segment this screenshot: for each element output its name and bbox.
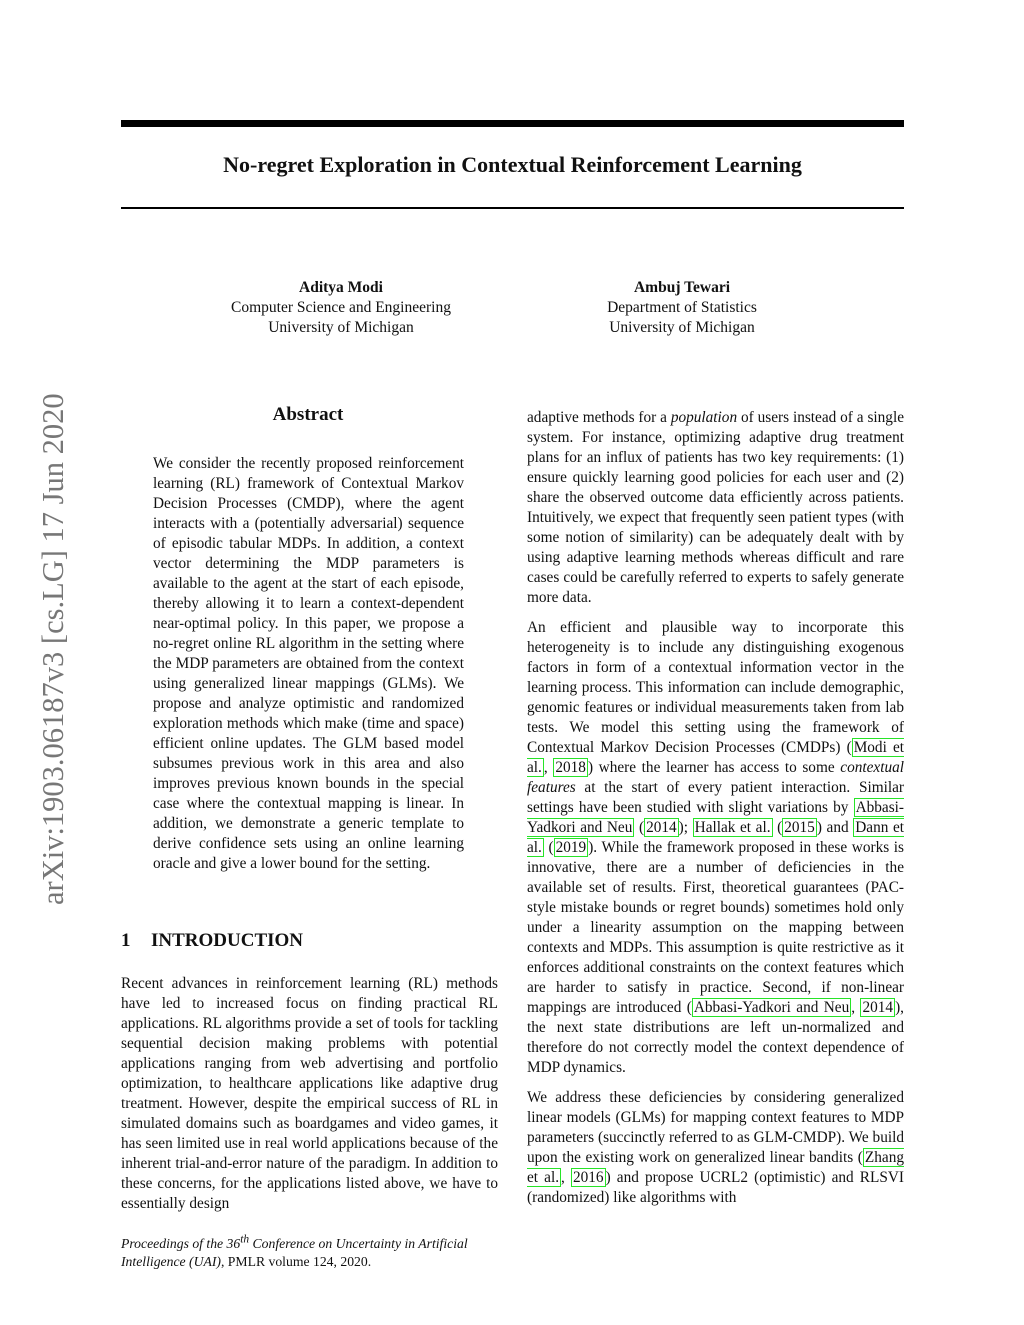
abstract-heading: Abstract <box>272 404 344 425</box>
citation-link-modi[interactable]: Modi et al. <box>527 739 905 776</box>
title-rule-bottom <box>121 207 904 209</box>
abstract-text: We consider the recently proposed reinforcement learning (RL) framework of Contextual Markov Decision Processes (CMDP), where the agent interacts with a (potentially adversarial) sequence of episodic tabular MDPs. In addition, a context vector determining the MDP parameters is available to the agent at the start of each episode, thereby allowing it to learn a context-dependent near-optimal policy. In this paper, we propose a no-regret online RL algorithm in the setting where the MDP parameters are obtained from the context using generalized linear mappings (GLMs). We propose and analyze optimistic and randomized exploration methods which make (time and space) efficient online updates. The GLM based model subsumes previous work in this area and also improves previous known bounds in the special case where the contextual mapping is linear. In addition, we demonstrate a generic template to derive confidence sets using an online learning oracle and give a lower bound for the setting. <box>153 455 464 872</box>
author-department: Computer Science and Engineering <box>231 299 451 316</box>
text-run: ; <box>683 819 693 836</box>
citation-year-link-hallak[interactable]: 2015 <box>784 819 815 836</box>
citation-year-link-abbasi[interactable]: 2014 <box>646 819 677 836</box>
text-run: ) and propose UCRL2 (optimistic) and RLSVI (randomized) like algorithms with <box>527 1169 904 1206</box>
section-title: INTRODUCTION <box>151 930 304 951</box>
citation-year-link-modi[interactable]: 2018 <box>555 759 586 776</box>
citation-link-dann[interactable]: Dann et al. <box>527 819 905 856</box>
text-run: at the start of every patient interaction. Similar settings have been studied with slight variations by <box>527 779 904 816</box>
citation-year-link-dann[interactable]: 2019 <box>555 839 587 856</box>
title-rule-top <box>121 120 904 127</box>
author-block-2 <box>532 278 832 338</box>
author-department: Department of Statistics <box>607 299 757 316</box>
text-run-emphasis: contextual features <box>527 759 904 796</box>
right-paragraph-2: An efficient and plausible way to incorporate this heterogeneity is to include any distinguishing exogenous factors in form of a contextual information vector in the learning process. This information can include demographic, genomic features or individual measurements taken from lab tests. We model this setting using the framework of Contextual Markov Decision Processes (CMDPs) ( Modi et al. , 2018 ) where the learner has access to some contextual features at the start of every patient interaction. Similar settings have been studied with slight variations by Abbasi-Yadkori and Neu ( 2014 ); Hallak et al. ( 2015 ) and Dann et al. ( 2019 ). While the framework proposed in these works is innovative, there are a number of deficiencies in the available set of results. First, theoretical guarantees (PAC-style mistake bounds or regret bounds) sometimes hold only under a linearity assumption on the mapping between contexts and MDPs. This assumption is quite restrictive as it enforces additional constraints on the context features which are harder to satisfy in practice. Second, if non-linear mappings are introduced ( Abbasi-Yadkori and Neu , 2014 ), the next state distributions are left un-normalized and therefore do not correctly model the context dependence of MDP dynamics. <box>527 619 905 1076</box>
citation-year-link-abbasi-2[interactable]: 2014 <box>862 999 894 1016</box>
text-run: . While the framework proposed in these works is innovative, there are a number of deficiencies in the available set of results. First, theoretical guarantees (PAC-style mistake bounds or regret bounds) sometimes hold only under a linearity assumption on the mapping between contexts and MDPs. This assumption is quite restrictive as it enforces additional constraints on the context features which are harder to satisfy in practice. Second, if non-linear mappings are introduced ( <box>527 839 904 1016</box>
text-run: ) where the learner has access to some <box>587 759 841 776</box>
footnote-venue-a: Proceedings of the 36 <box>121 1235 241 1251</box>
author-block-1 <box>191 278 491 338</box>
section-number: 1 <box>121 930 131 951</box>
introduction-paragraph-left: Recent advances in reinforcement learning (RL) methods have led to increased focus on finding practical RL applications. RL algorithms provide a set of tools for tackling sequential decision making problems with potential applications ranging from web advertising and portfolio optimization, to healthcare applications like adaptive drug treatment. However, despite the empirical success of RL in simulated domains such as boardgames and video games, it has seen limited use in real world applications because of the inherent trial-and-error nature of the paradigm. In addition to these concerns, for the applications listed above, we have to essentially design <box>121 975 498 1212</box>
citation-year-link-zhang[interactable]: 2016 <box>572 1169 604 1186</box>
footnote-volume: , PMLR volume 124, 2020. <box>220 1253 372 1269</box>
text-run: We address these deficiencies by considering generalized linear models (GLMs) for mapping context features to MDP parameters (succinctly referred to as GLM-CMDP). We build upon the existing work on generalized linear bandits ( <box>527 1089 904 1166</box>
citation-link-hallak[interactable]: Hallak et al. <box>694 819 771 836</box>
text-run: An efficient and plausible way to incorporate this heterogeneity is to include any distinguishing exogenous factors in form of a contextual information vector in the learning process. This information can include demographic, genomic features or individual measurements taken from lab tests. We model this setting using the framework of Contextual Markov Decision Processes (CMDPs) ( <box>527 619 904 756</box>
text-run-emphasis: population <box>670 409 738 426</box>
text-run: and <box>821 819 854 836</box>
right-column <box>527 408 904 1218</box>
author-name: Aditya Modi <box>299 279 383 296</box>
citation-link-abbasi-2[interactable]: Abbasi-Yadkori and Neu <box>693 999 850 1016</box>
author-name: Ambuj Tewari <box>633 279 731 296</box>
proceedings-footnote <box>121 1230 498 1271</box>
citation-link-zhang[interactable]: Zhang et al. <box>527 1149 904 1186</box>
text-run: of users instead of a single system. For instance, optimizing adaptive drug treatment plans for an influx of patients has two key requirements: (1) ensure quickly learning good policies for each user and (2) share the observed outcome data efficiently across patients. Intuitively, we expect that frequently seen patient types (with some notion of similarity) can be adequately dealt with by using adaptive learning methods whereas difficult and rare cases could be carefully referred to experts to safely generate more data. <box>527 409 904 606</box>
author-affiliation: University of Michigan <box>609 319 755 336</box>
author-affiliation: University of Michigan <box>268 319 414 336</box>
right-paragraph-3: We address these deficiencies by considering generalized linear models (GLMs) for mapping context features to MDP parameters (succinctly referred to as GLM-CMDP). We build upon the existing work on generalized linear bandits ( Zhang et al. , 2016 ) and propose UCRL2 (optimistic) and RLSVI (randomized) like algorithms with <box>527 1089 904 1206</box>
arxiv-sidebar-id: arXiv:1903.06187v3 [cs.LG] 17 Jun 2020 <box>36 393 70 905</box>
text-run: ), the next state distributions are left un-normalized and therefore do not correctly model the context dependence of MDP dynamics. <box>527 999 904 1076</box>
section-heading-introduction <box>121 930 303 952</box>
citation-link-abbasi[interactable]: Abbasi-Yadkori and Neu <box>527 799 904 836</box>
footnote-venue-b: Conference on Uncertainty in Artificial Intelligence (UAI) <box>121 1235 468 1269</box>
paper-title: No-regret Exploration in Contextual Reinforcement Learning <box>223 152 802 177</box>
footnote-sup: th <box>240 1233 250 1245</box>
right-paragraph-1 <box>527 408 904 608</box>
text-run: adaptive methods for a <box>527 409 671 426</box>
